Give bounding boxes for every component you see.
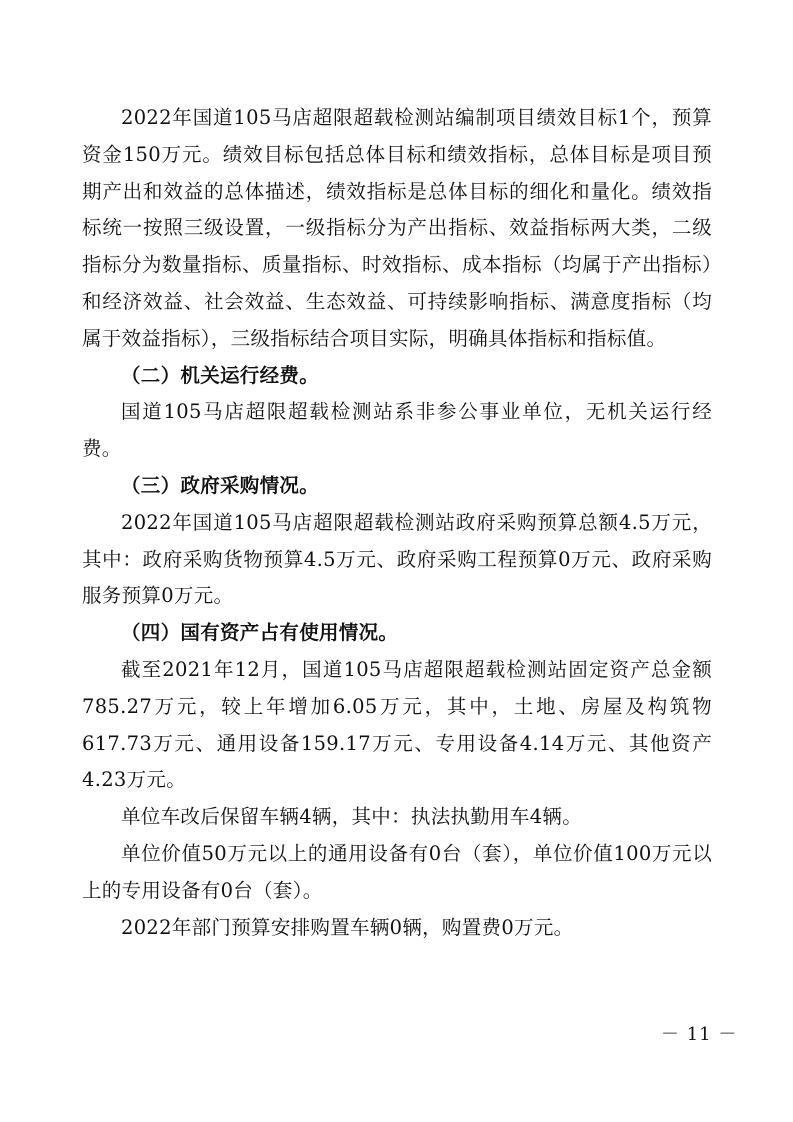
paragraph-vehicle-purchase: 2022年部门预算安排购置车辆0辆，购置费0万元。 — [121, 915, 574, 939]
heading-operating-expenses: （二）机关运行经费。 — [121, 363, 320, 387]
paragraph-equipment: 单位价值50万元以上的通用设备有0台（套），单位价值100万元以上的专用设备有0台（套）。 — [82, 841, 712, 902]
page-number: － 11 － — [661, 1024, 738, 1045]
paragraph-government-procurement: 2022年国道105马店超限超载检测站政府采购预算总额4.5万元，其中：政府采购货物预算4.5万元、政府采购工程预算0万元、政府采购服务预算0万元。 — [82, 510, 712, 608]
document-body — [82, 100, 712, 946]
paragraph-vehicles: 单位车改后保留车辆4辆，其中：执法执勤用车4辆。 — [121, 805, 583, 829]
paragraph-operating-expenses: 国道105马店超限超载检测站系非参公事业单位，无机关运行经费。 — [82, 400, 712, 461]
paragraph-fixed-assets: 截至2021年12月，国道105马店超限超载检测站固定资产总金额785.27万元，较上年增加6.05万元，其中，土地、房屋及构筑物617.73万元、通用设备159.17万元、专用设备4.14万元、其他资产4.23万元。 — [82, 657, 712, 792]
heading-state-assets: （四）国有资产占有使用情况。 — [121, 621, 399, 645]
heading-government-procurement: （三）政府采购情况。 — [121, 473, 320, 497]
paragraph-performance-goals: 2022年国道105马店超限超载检测站编制项目绩效目标1个，预算资金150万元。绩效目标包括总体目标和绩效指标，总体目标是项目预期产出和效益的总体描述，绩效指标是总体目标的细化和量化。绩效指标统一按照三级设置，一级指标分为产出指标、效益指标两大类，二级指标分为数量指标、质量指标、时效指标、成本指标（均属于产出指标）和经济效益、社会效益、生态效益、可持续影响指标、满意度指标（均属于效益指标），三级指标结合项目实际，明确具体指标和指标值。 — [82, 106, 712, 350]
